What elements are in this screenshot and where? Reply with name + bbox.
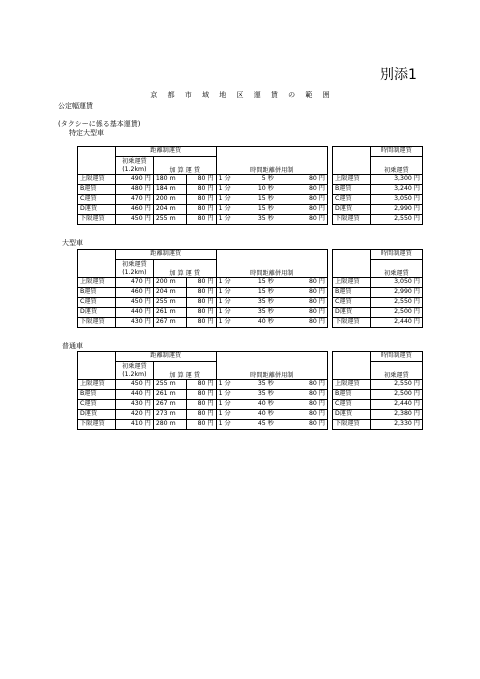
header-additional-fare: 加 算 運 賃 [153,260,216,278]
time-yen: 80 円 [276,185,328,195]
initial-fare: 480 円 [115,185,153,195]
time-fare-table [332,351,423,430]
additional-distance: 261 m [153,308,186,318]
fare-label: B運賃 [78,185,116,195]
initial-fare: 450 円 [115,380,153,390]
additional-distance: 273 m [153,410,186,420]
table-row [78,288,328,298]
time-initial-fare: 2,500 円 [370,308,422,318]
additional-yen: 80 円 [186,298,216,308]
fare-label: D運賃 [78,308,116,318]
table-row [78,278,328,288]
fare-label: B運賃 [78,390,116,400]
time-seconds: 15 秒 [238,278,276,288]
header-time-initial-fare: 初乗運賃 [370,260,422,278]
fare-label: C運賃 [78,195,116,205]
table-row [333,298,423,308]
time-initial-fare: 3,050 円 [370,195,422,205]
header-blank [333,260,371,278]
table-row [333,185,423,195]
table-row [78,380,328,390]
time-fare-label: C運賃 [333,298,371,308]
time-initial-fare: 2,990 円 [370,205,422,215]
header-blank [333,352,371,362]
section-note: (タクシーに係る基本運賃) [58,120,141,128]
additional-distance: 255 m [153,298,186,308]
table-row [78,420,328,430]
time-fare-label: D運賃 [333,308,371,318]
header-distance-system: 距離制運賃 [115,250,216,260]
table-row [78,185,328,195]
time-seconds: 45 秒 [238,420,276,430]
initial-fare: 470 円 [115,278,153,288]
time-initial-fare: 2,990 円 [370,288,422,298]
time-minutes: 1 分 [216,420,238,430]
time-fare-table [332,146,423,225]
time-seconds: 35 秒 [238,298,276,308]
additional-distance: 200 m [153,278,186,288]
time-fare-label: 上限運賃 [333,278,371,288]
initial-fare: 470 円 [115,195,153,205]
initial-fare: 410 円 [115,420,153,430]
time-initial-fare: 2,550 円 [370,298,422,308]
table-row [78,298,328,308]
time-seconds: 5 秒 [238,175,276,185]
time-initial-fare: 2,500 円 [370,390,422,400]
header-initial-fare [115,362,153,380]
table-title: 普通車 [62,342,83,350]
table-row [78,400,328,410]
table-row [78,215,328,225]
time-yen: 80 円 [276,278,328,288]
header-time-system: 時間制運賃 [370,147,422,157]
table-row [78,195,328,205]
document-title: 京 都 市 域 地 区 運 賃 の 範 囲 [150,91,330,99]
additional-distance: 184 m [153,185,186,195]
header-blank [78,352,116,362]
time-yen: 80 円 [276,308,328,318]
table-row [333,175,423,185]
additional-distance: 267 m [153,400,186,410]
table-row [78,318,328,328]
header-time-initial-fare: 初乗運賃 [370,157,422,175]
fare-label: 上限運賃 [78,278,116,288]
fare-label: C運賃 [78,298,116,308]
time-seconds: 15 秒 [238,195,276,205]
distance-fare-table [77,146,328,225]
additional-yen: 80 円 [186,175,216,185]
table-row [333,195,423,205]
time-fare-label: D運賃 [333,410,371,420]
additional-distance: 204 m [153,205,186,215]
initial-fare: 440 円 [115,390,153,400]
table-row [78,175,328,185]
initial-fare: 460 円 [115,205,153,215]
time-seconds: 15 秒 [238,205,276,215]
fare-label: C運賃 [78,400,116,410]
time-yen: 80 円 [276,318,328,328]
time-yen: 80 円 [276,410,328,420]
time-yen: 80 円 [276,288,328,298]
header-initial-fare-line2: (1.2km) [122,268,147,276]
header-blank [216,250,327,260]
initial-fare: 440 円 [115,308,153,318]
table-row [333,318,423,328]
header-initial-fare-line1: 初乗運賃 [121,363,147,371]
initial-fare: 430 円 [115,318,153,328]
table-row [333,420,423,430]
header-additional-fare: 加 算 運 賃 [153,362,216,380]
additional-yen: 80 円 [186,288,216,298]
additional-distance: 280 m [153,420,186,430]
header-blank [216,352,327,362]
header-time-distance: 時間距離併用制 [216,260,327,278]
time-minutes: 1 分 [216,400,238,410]
header-time-distance: 時間距離併用制 [216,362,327,380]
table-row [78,390,328,400]
table-row [333,278,423,288]
table-row [333,400,423,410]
time-minutes: 1 分 [216,308,238,318]
time-initial-fare: 2,440 円 [370,318,422,328]
table-row [333,288,423,298]
header-time-distance: 時間距離併用制 [216,157,327,175]
fare-label: 下限運賃 [78,420,116,430]
time-yen: 80 円 [276,400,328,410]
time-fare-label: 上限運賃 [333,380,371,390]
table-row [78,308,328,318]
time-fare-label: B運賃 [333,185,371,195]
header-blank [216,147,327,157]
header-blank [78,362,116,380]
additional-distance: 200 m [153,195,186,205]
time-fare-label: 下限運賃 [333,318,371,328]
time-yen: 80 円 [276,195,328,205]
time-fare-label: B運賃 [333,288,371,298]
header-initial-fare [115,157,153,175]
header-distance-system: 距離制運賃 [115,352,216,362]
header-additional-fare: 加 算 運 賃 [153,157,216,175]
additional-distance: 267 m [153,318,186,328]
additional-yen: 80 円 [186,308,216,318]
time-seconds: 40 秒 [238,410,276,420]
time-seconds: 35 秒 [238,308,276,318]
initial-fare: 450 円 [115,298,153,308]
time-initial-fare: 2,550 円 [370,215,422,225]
time-initial-fare: 2,440 円 [370,400,422,410]
time-minutes: 1 分 [216,195,238,205]
time-initial-fare: 3,050 円 [370,278,422,288]
time-fare-label: 上限運賃 [333,175,371,185]
fare-label: D運賃 [78,205,116,215]
additional-yen: 80 円 [186,410,216,420]
time-yen: 80 円 [276,298,328,308]
additional-yen: 80 円 [186,390,216,400]
time-seconds: 10 秒 [238,185,276,195]
time-minutes: 1 分 [216,318,238,328]
header-time-system: 時間制運賃 [370,250,422,260]
time-yen: 80 円 [276,390,328,400]
time-minutes: 1 分 [216,215,238,225]
additional-distance: 255 m [153,380,186,390]
time-seconds: 35 秒 [238,215,276,225]
table-row [333,380,423,390]
header-blank [78,157,116,175]
time-initial-fare: 3,240 円 [370,185,422,195]
additional-distance: 255 m [153,215,186,225]
additional-distance: 261 m [153,390,186,400]
time-minutes: 1 分 [216,380,238,390]
time-minutes: 1 分 [216,410,238,420]
additional-yen: 80 円 [186,278,216,288]
time-yen: 80 円 [276,215,328,225]
time-minutes: 1 分 [216,185,238,195]
additional-yen: 80 円 [186,400,216,410]
time-initial-fare: 2,550 円 [370,380,422,390]
header-blank [333,362,371,380]
time-fare-label: 下限運賃 [333,420,371,430]
additional-distance: 180 m [153,175,186,185]
additional-yen: 80 円 [186,185,216,195]
initial-fare: 430 円 [115,400,153,410]
fare-label: 下限運賃 [78,318,116,328]
time-minutes: 1 分 [216,390,238,400]
table-row [333,410,423,420]
time-seconds: 35 秒 [238,380,276,390]
initial-fare: 490 円 [115,175,153,185]
distance-fare-table [77,249,328,328]
distance-fare-table [77,351,328,430]
header-time-system: 時間制運賃 [370,352,422,362]
time-initial-fare: 3,300 円 [370,175,422,185]
time-minutes: 1 分 [216,175,238,185]
time-fare-label: 下限運賃 [333,215,371,225]
table-row [333,205,423,215]
initial-fare: 450 円 [115,215,153,225]
header-initial-fare [115,260,153,278]
table-row [333,308,423,318]
initial-fare: 460 円 [115,288,153,298]
time-minutes: 1 分 [216,298,238,308]
time-fare-table [332,249,423,328]
time-fare-label: C運賃 [333,400,371,410]
table-title: 大型車 [62,239,83,247]
additional-yen: 80 円 [186,380,216,390]
additional-distance: 204 m [153,288,186,298]
time-yen: 80 円 [276,205,328,215]
fare-label: D運賃 [78,410,116,420]
time-seconds: 40 秒 [238,318,276,328]
fare-label: B運賃 [78,288,116,298]
initial-fare: 420 円 [115,410,153,420]
additional-yen: 80 円 [186,420,216,430]
time-seconds: 15 秒 [238,288,276,298]
fare-label: 上限運賃 [78,380,116,390]
header-time-initial-fare: 初乗運賃 [370,362,422,380]
header-initial-fare-line1: 初乗運賃 [121,261,147,269]
fare-label: 上限運賃 [78,175,116,185]
header-distance-system: 距離制運賃 [115,147,216,157]
header-blank [78,147,116,157]
time-fare-label: D運賃 [333,205,371,215]
table-row [333,390,423,400]
additional-yen: 80 円 [186,318,216,328]
additional-yen: 80 円 [186,205,216,215]
header-blank [333,157,371,175]
table-row [78,205,328,215]
header-blank [78,250,116,260]
header-blank [333,250,371,260]
additional-yen: 80 円 [186,215,216,225]
time-yen: 80 円 [276,175,328,185]
fare-label: 下限運賃 [78,215,116,225]
header-blank [333,147,371,157]
time-seconds: 40 秒 [238,400,276,410]
header-initial-fare-line2: (1.2km) [122,165,147,173]
time-initial-fare: 2,330 円 [370,420,422,430]
time-minutes: 1 分 [216,205,238,215]
additional-yen: 80 円 [186,195,216,205]
table-title: 特定大型車 [69,129,104,137]
attachment-label: 別添1 [380,67,417,83]
time-minutes: 1 分 [216,288,238,298]
time-yen: 80 円 [276,420,328,430]
document-subtitle: 公定幅運賃 [58,102,93,110]
time-yen: 80 円 [276,380,328,390]
time-initial-fare: 2,380 円 [370,410,422,420]
table-row [78,410,328,420]
header-blank [78,260,116,278]
time-seconds: 35 秒 [238,390,276,400]
time-minutes: 1 分 [216,278,238,288]
header-initial-fare-line2: (1.2km) [122,370,147,378]
header-initial-fare-line1: 初乗運賃 [121,158,147,166]
time-fare-label: B運賃 [333,390,371,400]
time-fare-label: C運賃 [333,195,371,205]
table-row [333,215,423,225]
